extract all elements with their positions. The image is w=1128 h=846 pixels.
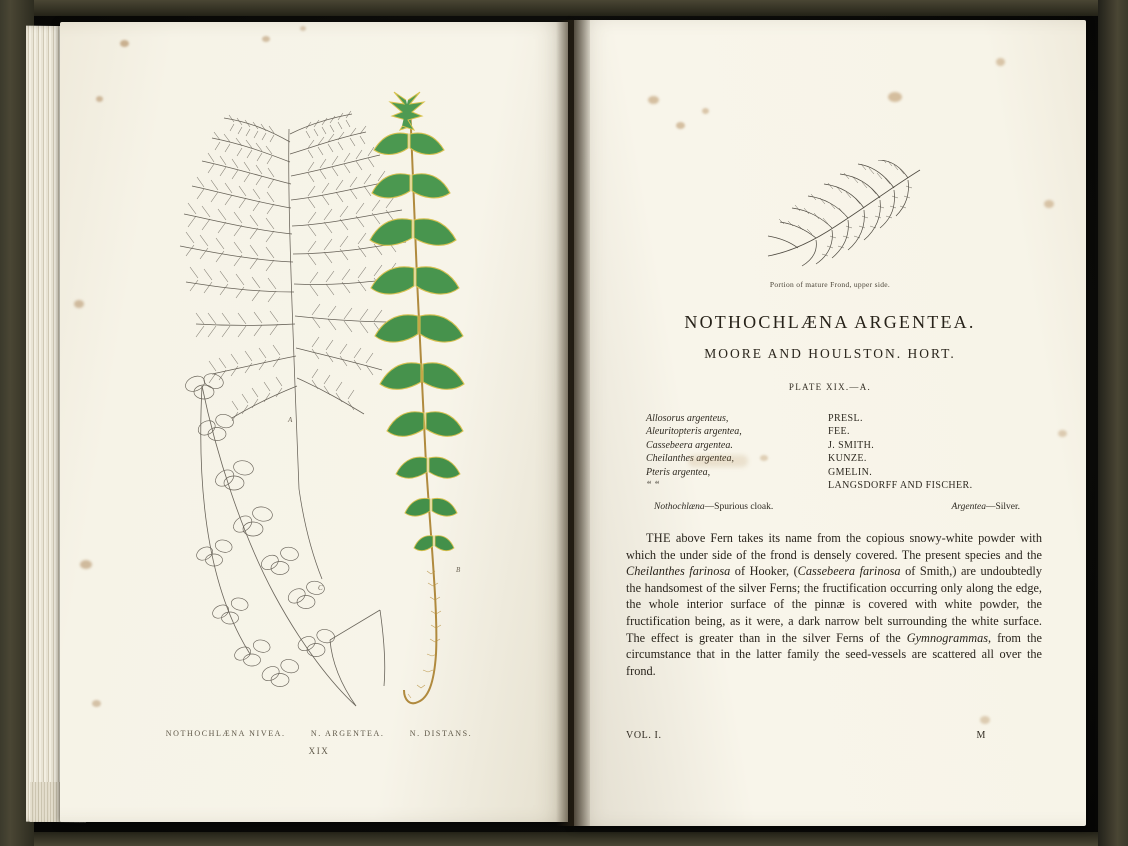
plate-number: XIX — [308, 746, 330, 756]
paragraph-italic-2: Cassebeera farinosa — [797, 564, 901, 579]
synonym-row — [646, 479, 1022, 492]
synonym-authority: FEE. — [828, 426, 850, 438]
etymology-line — [654, 502, 1020, 512]
frond-argentea — [370, 92, 464, 703]
synonym-name: Cheilanthes argentea, — [646, 453, 734, 465]
svg-text:A: A — [288, 416, 293, 424]
paragraph-text-2: of Hooker, ( — [730, 564, 798, 579]
etymology-genus-meaning: —Spurious cloak. — [704, 502, 774, 512]
etymology-species-meaning: —Silver. — [985, 502, 1020, 512]
body-paragraph — [626, 530, 1042, 679]
synonym-authority: LANGSDORFF AND FISCHER. — [828, 480, 973, 492]
synonym-authority: KUNZE. — [828, 453, 867, 465]
frond-distans — [183, 371, 385, 706]
frond-detail-figure — [724, 160, 944, 270]
page-footer — [626, 730, 1042, 741]
paragraph-text-1: above Fern takes its name from the copious snowy-white powder with which the under side of the frond is densely covered. The present species and the — [626, 531, 1042, 562]
cover-edge-bottom — [0, 832, 1128, 846]
cover-edge-top — [0, 0, 1128, 16]
etymology-genus-word: Nothochlæna — [654, 502, 705, 512]
synonym-name: Cassebeera argentea. — [646, 439, 733, 451]
etymology-species-word: Argentea — [951, 502, 986, 512]
synonym-row — [646, 466, 1022, 479]
synonym-name: Pteris argentea, — [646, 466, 711, 478]
paragraph-italic-3: Gymnogrammas — [906, 630, 989, 645]
species-title: NOTHOCHLÆNA ARGENTEA. — [684, 312, 976, 332]
plate-caption-distans: N. DISTANS. — [409, 729, 473, 738]
plate-caption — [84, 729, 554, 738]
plate-reference: PLATE XIX.—A. — [788, 382, 872, 392]
volume-label: VOL. I. — [626, 730, 662, 741]
paragraph-lead: THE — [646, 531, 671, 545]
synonym-name: Aleuritopteris argentea, — [646, 426, 742, 438]
svg-text:C: C — [318, 584, 323, 592]
plate-artwork — [84, 34, 554, 804]
species-authority: MOORE AND HOULSTON. HORT. — [704, 346, 956, 361]
book-gutter-shadow — [556, 20, 590, 826]
etymology-genus — [654, 502, 773, 512]
etymology-species — [951, 502, 1020, 512]
paragraph-italic-1: Cheilanthes farinosa — [626, 564, 731, 579]
synonym-name: Allosorus argenteus, — [646, 413, 729, 424]
frond-nivea — [180, 111, 406, 579]
figure-caption: Portion of mature Frond, upper side. — [769, 280, 891, 289]
plate-caption-nivea: NOTHOCHLÆNA NIVEA. — [165, 729, 286, 738]
plate-illustration — [84, 34, 554, 804]
svg-text:B: B — [456, 566, 461, 574]
synonym-row — [646, 425, 1022, 438]
synonym-authority: GMELIN. — [828, 466, 873, 478]
synonym-row — [646, 412, 1022, 425]
synonym-name: “ “ — [646, 480, 660, 492]
plate-caption-argentea: N. ARGENTEA. — [310, 729, 385, 738]
synonym-row — [646, 439, 1022, 452]
synonym-row — [646, 452, 1022, 465]
synonym-list — [646, 412, 1022, 492]
paragraph-text-4: , from the circumstance that in the latter family the seed-vessels are scattered all over the frond. — [626, 630, 1042, 678]
synonym-authority: PRESL. — [828, 413, 863, 424]
cover-edge-right — [1098, 0, 1128, 846]
paragraph-text-3: of Smith,) are undoubtedly the handsomest of the silver Ferns; the fructification occurring only along the edge, the whole interior surface of the pinnæ is covered with white powder, the fructification being, as it were, a dark narrow belt surrounding the white surface. The effect is greater than in the silver Ferns of the — [626, 564, 1042, 645]
signature-mark: M — [976, 730, 986, 741]
right-page-content — [604, 40, 1056, 800]
synonym-authority: J. SMITH. — [828, 439, 875, 451]
